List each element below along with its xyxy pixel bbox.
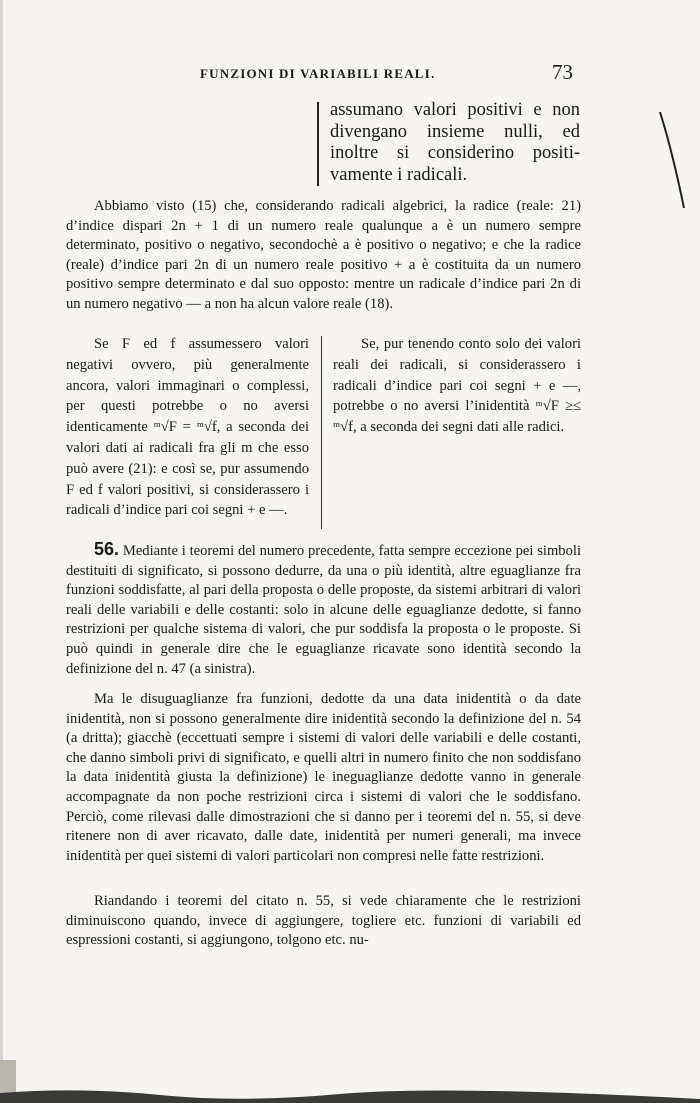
bottom-edge-shadow <box>0 1085 700 1103</box>
boxed-text: assumano valori positivi e non divengano insieme nulli, ed inoltre si considerino positivamente i radicali. <box>330 100 580 185</box>
column-divider <box>321 336 322 529</box>
page-number: 73 <box>552 60 573 84</box>
paragraph-inequalities: Ma le disuguaglianze fra funzioni, dedotte da una data inidentità o da date inidentità, non si possono generalmente dire inidentità secondo la definizione del n. 54 (a dritta); giacchè (eccettuati sempre i sistemi di valori delle variabili e delle costanti, che danno simboli privi di significato, e quelli altri in numero finito che non soddisfano la data inidentità giusta la definizione) le ineguaglianze dedotte vanno in generale accompagnate da non poche restrizioni circa i sistemi di valori che le soddisfano. Perciò, come rilevasi dalle dimostrazioni che si danno per i teoremi del n. 55, si deve ritenere non di aver ricavato, dalle date, inidentità per numeri generali, ma invece inidentità per quei sistemi di valori particolari non compresi nelle fatte restrizioni. <box>66 691 581 864</box>
paragraph-radicals: Abbiamo visto (15) che, considerando radicali algebrici, la radice (reale: 21) d’indice dispari 2n + 1 di un numero reale qualunque a è un numero sempre determinato, positivo o negativo, secondochè a è positivo o negativo; e che la radice (reale) d’indice pari 2n di un numero reale positivo + a è costituita da un numero positivo sempre determinato e dal suo opposto: mentre un radicale d’indice pari 2n di un numero negativo — a non ha alcun valore reale (18). <box>66 198 581 312</box>
column-left-note: Se F ed f assumessero valori negativi ovvero, più generalmente ancora, valori immaginari o complessi, per questi potrebbe o no aversi identicamente ᵐ√F = ᵐ√f, a seconda dei valori dati ai radicali fra gli m che esso può avere (21): e così se, pur assumendo F ed f valori positivi, si considerassero i radicali d’indice pari coi segni + e —. <box>66 336 309 519</box>
page-edge-shadow <box>0 0 16 1103</box>
column-right-note: Se, pur tenendo conto solo dei valori reali dei radicali, si considerassero i radicali d’indice pari coi segni + e —, potrebbe o no aversi l’inidentità ᵐ√F ≥≤ ᵐ√f, a seconda dei segni dati alle radici. <box>333 336 581 436</box>
box-rule <box>317 102 319 186</box>
section-text: Mediante i teoremi del numero precedente, fatta sempre eccezione pei simboli destituiti di significato, si possono dedurre, da una o più identità, altre eguaglianze fra funzioni soddisfatte, al pari della proposta o delle proposte, da sistemi arbitrari di valori reali delle variabili e delle costanti: solo in alcune delle eguaglianze dedotte, si fanno restrizioni per qualche sistema di valori, che pur soddisfa la proposta o le proposte. Si può quindi in generale dire che le eguaglianze ricavate sono identità secondo la definizione del n. 47 (a sinistra). <box>66 543 582 677</box>
paragraph-restrictions: Riandando i teoremi del citato n. 55, si vede chiaramente che le restrizioni diminuiscono quando, invece di aggiungere, togliere etc. funzioni di variabili ed espressioni costanti, si aggiungono, tolgono etc. nu- <box>66 893 581 949</box>
margin-curve-mark <box>658 110 686 210</box>
running-title: FUNZIONI DI VARIABILI REALI. <box>200 66 436 81</box>
section-number: 56. <box>94 539 120 559</box>
section-56 <box>66 540 581 679</box>
